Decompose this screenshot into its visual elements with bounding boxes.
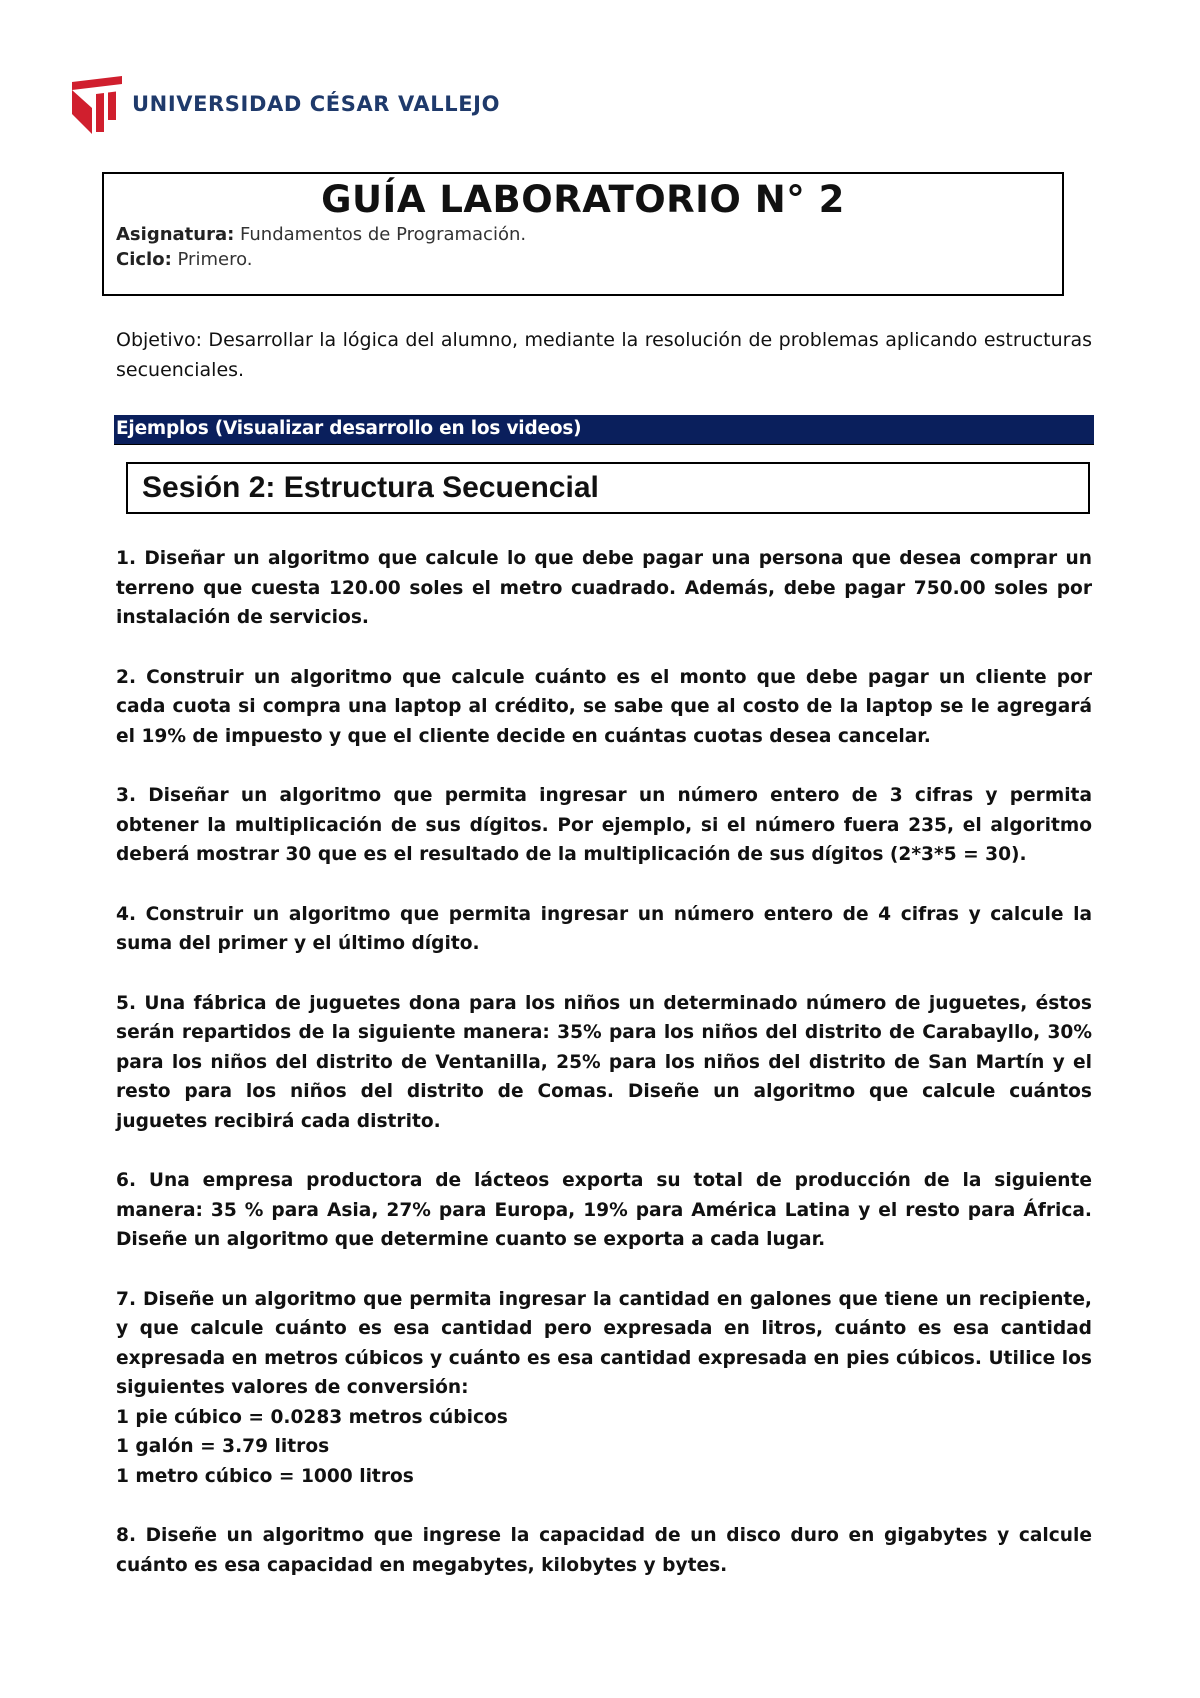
- university-logo: [70, 74, 530, 136]
- problem-item: [116, 1285, 1092, 1492]
- page-title: GUÍA LABORATORIO N° 2: [321, 178, 845, 221]
- problem-item: [116, 544, 1092, 633]
- session-title-box: [126, 462, 1090, 514]
- conversion-line: 1 metro cúbico = 1000 litros: [116, 1465, 414, 1487]
- problem-item: [116, 900, 1092, 959]
- title-box: [102, 172, 1064, 296]
- institution-name: UNIVERSIDAD CÉSAR VALLEJO: [132, 92, 501, 116]
- cycle-value: Primero.: [171, 249, 253, 270]
- problem-item: [116, 989, 1092, 1137]
- problem-item: [116, 1521, 1092, 1580]
- problem-text: 5. Una fábrica de juguetes dona para los niños un determinado número de juguetes, éstos serán repartidos de la siguiente manera: 35% para los niños del distrito de Carabayllo, 30% para los niños del distrito de Ventanilla, 25% para los niños del distrito de San Martín y el resto para los niños del distrito de Comas. Diseñe un algoritmo que calcule cuántos juguetes recibirá cada distrito.: [116, 992, 1092, 1132]
- session-title: Sesión 2: Estructura Secuencial: [142, 471, 599, 504]
- subject-line: [116, 224, 526, 245]
- problem-list: [116, 544, 1092, 1610]
- ucv-shield-icon: [70, 74, 124, 136]
- objective-text: Objetivo: Desarrollar la lógica del alumno, mediante la resolución de problemas aplicando estructuras secuenciales.: [116, 329, 1092, 381]
- problem-item: [116, 781, 1092, 870]
- problem-item: [116, 1166, 1092, 1255]
- problem-text: 6. Una empresa productora de lácteos exporta su total de producción de la siguiente manera: 35 % para Asia, 27% para Europa, 19% para América Latina y el resto para África. Diseñe un algoritmo que determine cuanto se exporta a cada lugar.: [116, 1170, 1092, 1250]
- problem-text: 3. Diseñar un algoritmo que permita ingresar un número entero de 3 cifras y permita obtener la multiplicación de sus dígitos. Por ejemplo, si el número fuera 235, el algoritmo deberá mostrar 30 que es el resultado de la multiplicación de sus dígitos (2*3*5 = 30).: [116, 785, 1092, 865]
- problem-text: 1. Diseñar un algoritmo que calcule lo que debe pagar una persona que desea comprar un terreno que cuesta 120.00 soles el metro cuadrado. Además, debe pagar 750.00 soles por instalación de servicios.: [116, 548, 1092, 628]
- examples-banner: [114, 415, 1094, 445]
- subject-value: Fundamentos de Programación.: [234, 224, 527, 245]
- cycle-line: [116, 249, 253, 270]
- subject-label: Asignatura:: [116, 224, 235, 245]
- problem-text: 7. Diseñe un algoritmo que permita ingresar la cantidad en galones que tiene un recipiente, y que calcule cuánto es esa cantidad pero expresada en litros, cuánto es esa cantidad expresada en metros cúbicos y cuánto es esa cantidad expresada en pies cúbicos. Utilice los siguientes valores de conversión:: [116, 1288, 1092, 1398]
- conversion-line: 1 pie cúbico = 0.0283 metros cúbicos: [116, 1406, 508, 1428]
- cycle-label: Ciclo:: [116, 249, 172, 270]
- problem-text: 8. Diseñe un algoritmo que ingrese la capacidad de un disco duro en gigabytes y calcule cuánto es esa capacidad en megabytes, kilobytes y bytes.: [116, 1525, 1092, 1576]
- problem-item: [116, 663, 1092, 752]
- conversion-line: 1 galón = 3.79 litros: [116, 1436, 330, 1457]
- problem-text: 2. Construir un algoritmo que calcule cuánto es el monto que debe pagar un cliente por cada cuota si compra una laptop al crédito, se sabe que al costo de la laptop se le agregará el 19% de impuesto y que el cliente decide en cuántas cuotas desea cancelar.: [116, 666, 1092, 747]
- examples-banner-label: Ejemplos (Visualizar desarrollo en los videos): [116, 418, 582, 439]
- problem-text: 4. Construir un algoritmo que permita ingresar un número entero de 4 cifras y calcule la suma del primer y el último dígito.: [116, 903, 1092, 954]
